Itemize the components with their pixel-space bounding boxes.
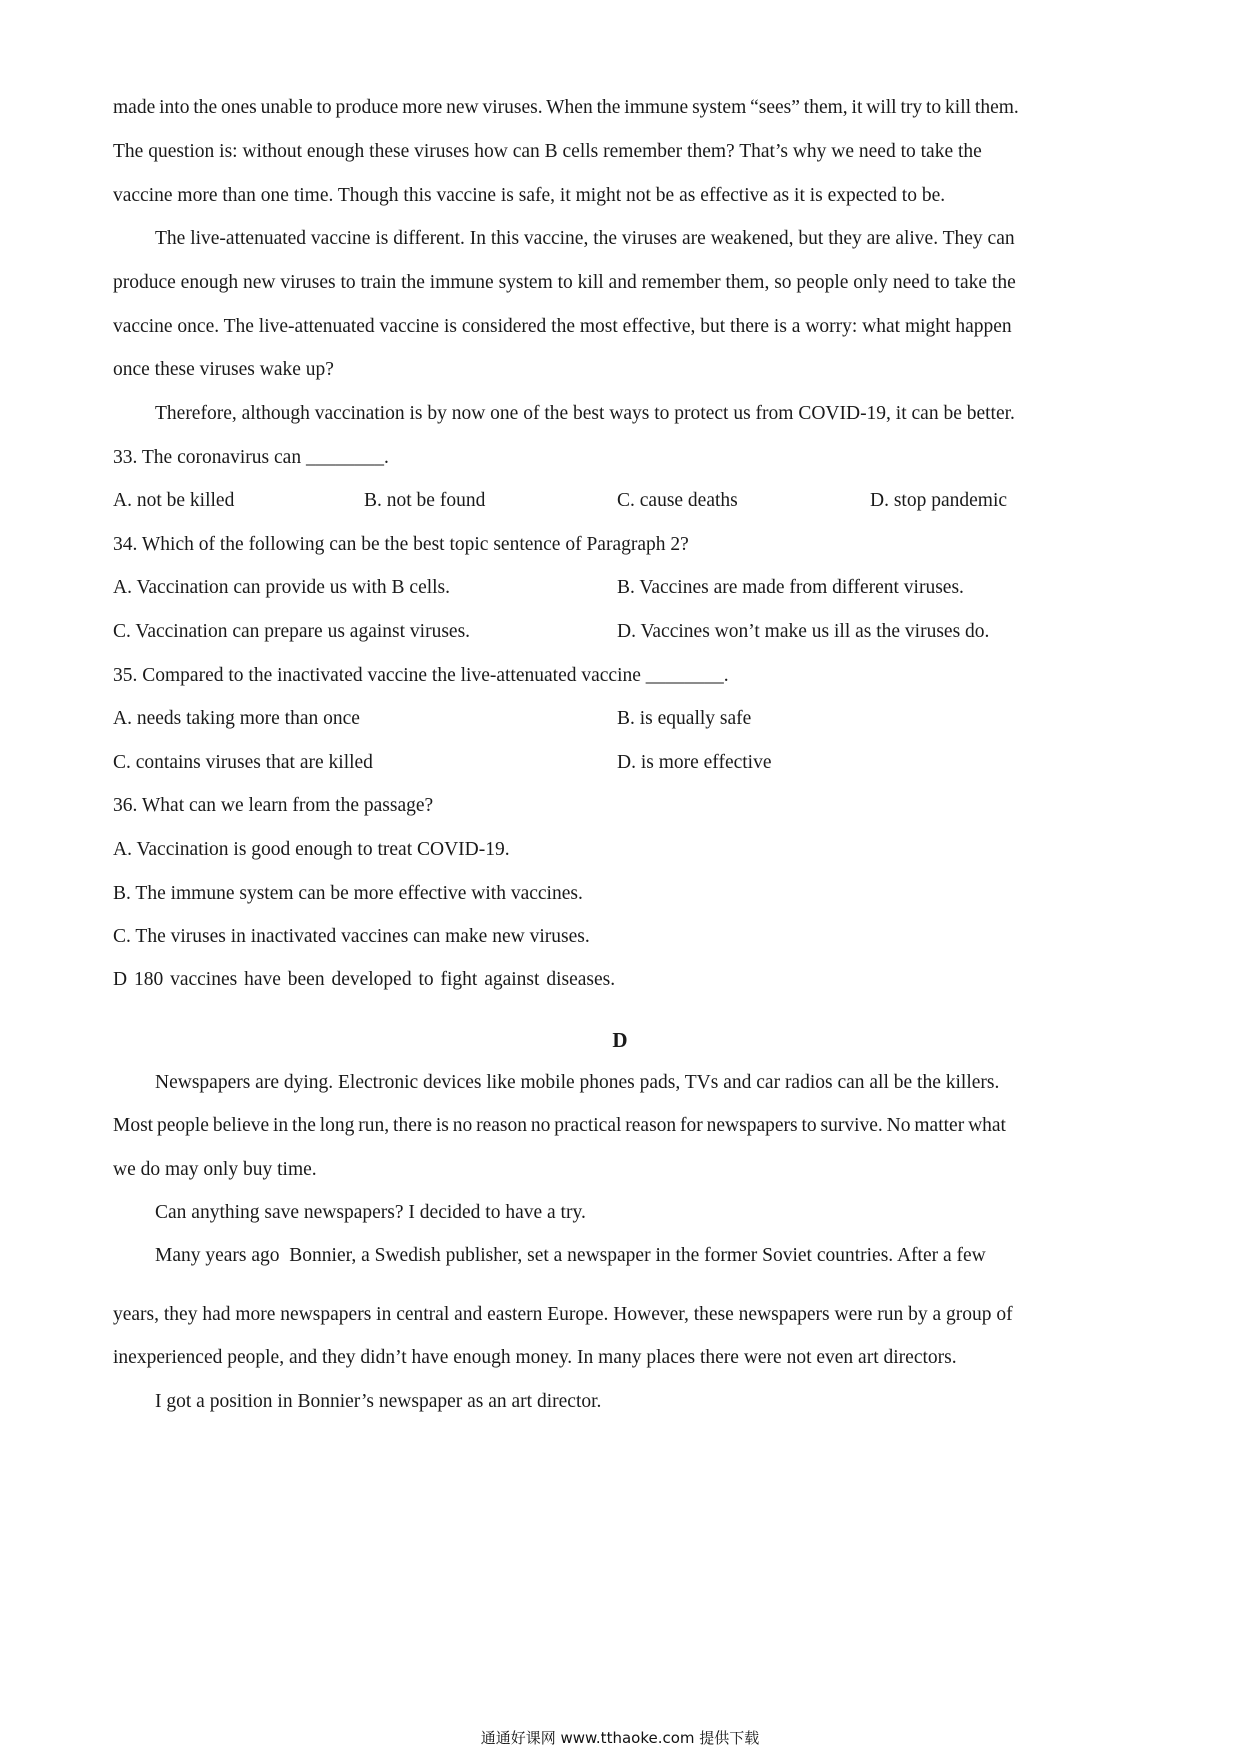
option-a: A. Vaccination can provide us with B cells. bbox=[113, 577, 451, 598]
option-c: C. cause deaths bbox=[617, 490, 738, 511]
question-stem: 33. The coronavirus can ________. bbox=[113, 447, 389, 468]
option-a: A. Vaccination is good enough to treat COVID-19. bbox=[113, 839, 510, 860]
text-line: vaccine once. The live-attenuated vaccine is considered the most effective, but there is a worry: what might happen bbox=[113, 316, 1012, 337]
option-c: C. contains viruses that are killed bbox=[113, 752, 373, 773]
text-line: Newspapers are dying. Electronic devices like mobile phones pads, TVs and car radios can all be the killers. bbox=[155, 1072, 1000, 1093]
text-line: I got a position in Bonnier’s newspaper as an art director. bbox=[155, 1391, 602, 1412]
option-b: B. is equally safe bbox=[617, 708, 752, 729]
text-line: produce enough new viruses to train the immune system to kill and remember them, so people only need to take the bbox=[113, 272, 1016, 293]
question-stem: 36. What can we learn from the passage? bbox=[113, 795, 434, 816]
text-line: Can anything save newspapers? I decided to have a try. bbox=[155, 1202, 586, 1223]
option-a: A. not be killed bbox=[113, 490, 235, 511]
option-b: B. The immune system can be more effective with vaccines. bbox=[113, 883, 583, 904]
text-line: The question is: without enough these viruses how can B cells remember them? That’s why we need to take the bbox=[113, 141, 982, 162]
option-d: D 180 vaccines have been developed to fight against diseases. bbox=[113, 969, 616, 990]
option-d: D. stop pandemic bbox=[870, 490, 1008, 511]
option-b: B. Vaccines are made from different viruses. bbox=[617, 577, 964, 598]
option-d: D. Vaccines won’t make us ill as the viruses do. bbox=[617, 621, 990, 642]
text-line: inexperienced people, and they didn’t have enough money. In many places there were not even art directors. bbox=[113, 1347, 957, 1368]
text-line: Therefore, although vaccination is by now one of the best ways to protect us from COVID-19, it can be better. bbox=[155, 403, 1015, 424]
text-line: we do may only buy time. bbox=[113, 1159, 317, 1180]
option-c: C. Vaccination can prepare us against viruses. bbox=[113, 621, 471, 642]
question-stem: 35. Compared to the inactivated vaccine the live-attenuated vaccine ________. bbox=[113, 665, 729, 686]
text-line: The live-attenuated vaccine is different. In this vaccine, the viruses are weakened, but they are alive. They can bbox=[155, 228, 1015, 249]
section-heading: D bbox=[612, 1028, 628, 1052]
text-line: made into the ones unable to produce more new viruses. When the immune system “sees” them, it will try to kill them. bbox=[113, 97, 1019, 118]
text-line: Most people believe in the long run, there is no reason no practical reason for newspapers to survive. No matter what bbox=[113, 1115, 1006, 1136]
text-line: once these viruses wake up? bbox=[113, 359, 334, 380]
option-d: D. is more effective bbox=[617, 752, 772, 773]
question-stem: 34. Which of the following can be the best topic sentence of Paragraph 2? bbox=[113, 534, 689, 555]
text-line: Many years ago Bonnier, a Swedish publisher, set a newspaper in the former Soviet countries. After a few bbox=[155, 1245, 986, 1266]
text-line: vaccine more than one time. Though this vaccine is safe, it might not be as effective as it is expected to be. bbox=[113, 185, 946, 206]
option-b: B. not be found bbox=[364, 490, 486, 511]
option-a: A. needs taking more than once bbox=[113, 708, 360, 729]
text-line: years, they had more newspapers in central and eastern Europe. However, these newspapers were run by a group of bbox=[113, 1304, 1013, 1325]
option-c: C. The viruses in inactivated vaccines can make new viruses. bbox=[113, 926, 590, 947]
page-footer: 通通好课网 www.tthaoke.com 提供下载 bbox=[480, 1729, 760, 1747]
